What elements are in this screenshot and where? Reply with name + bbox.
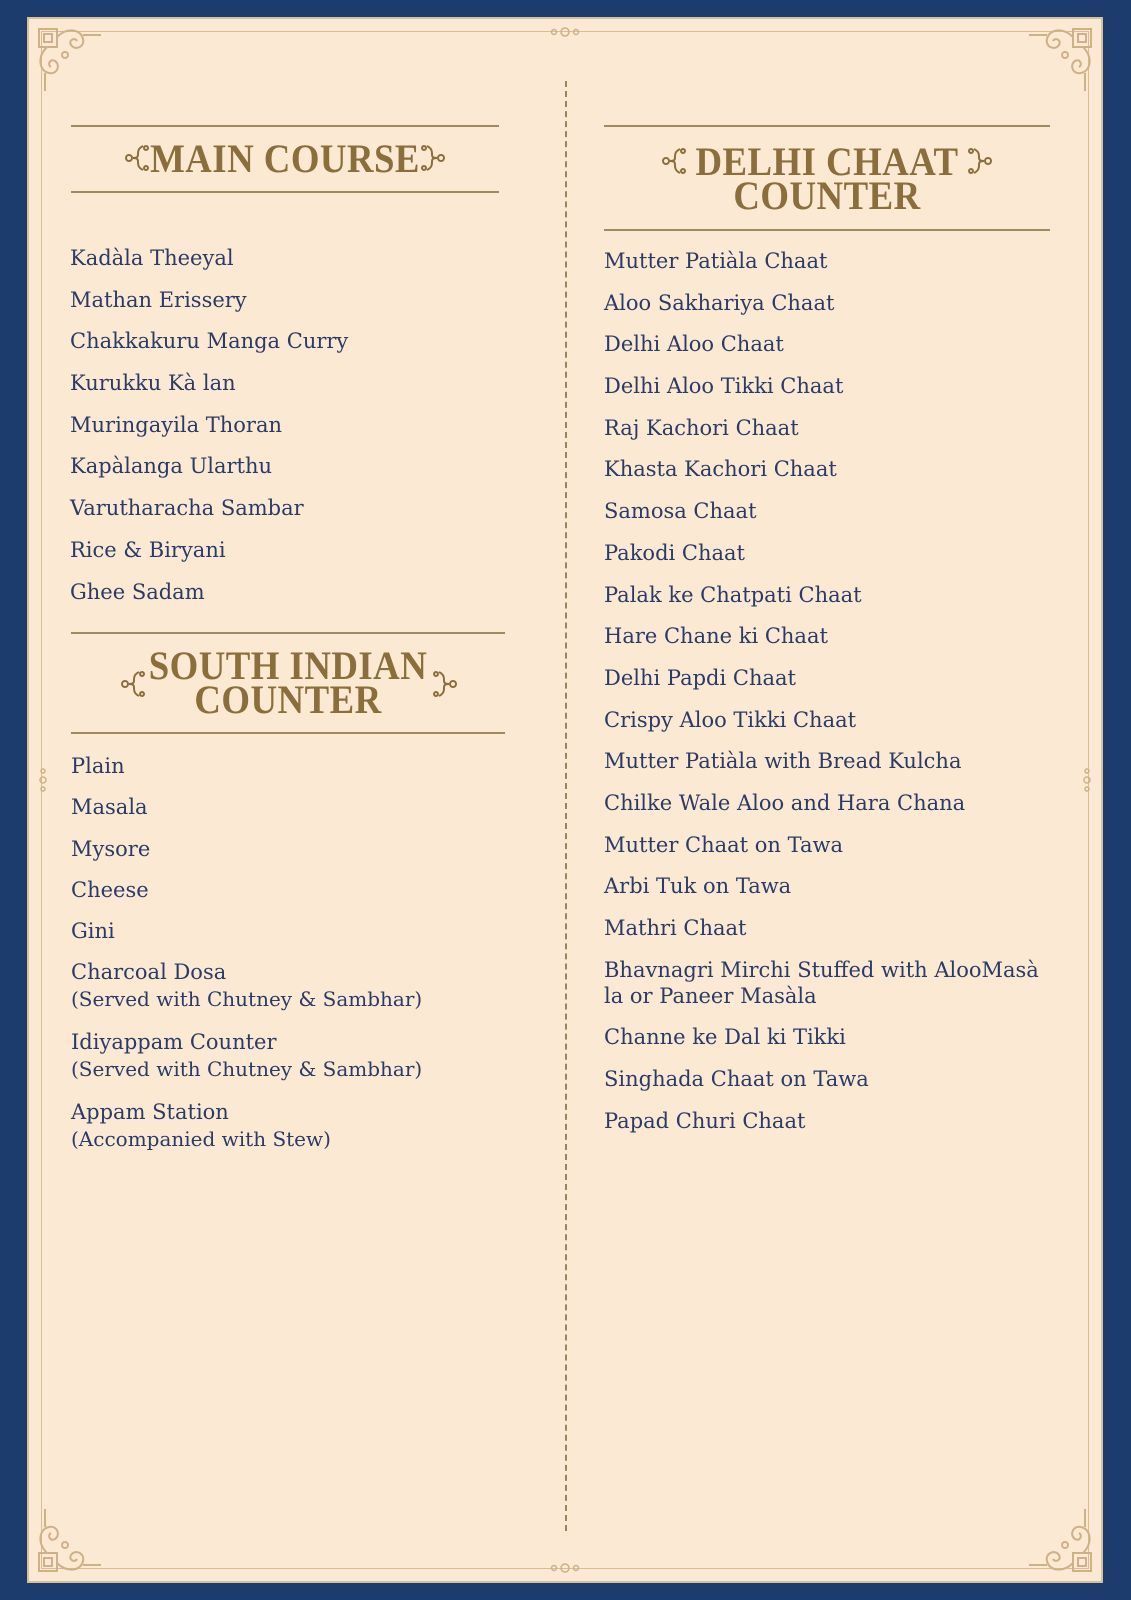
list-item: Palak ke Chatpati Chaat: [604, 582, 862, 607]
list-item: Aloo Sakhariya Chaat: [604, 290, 835, 315]
south-indian-heading: [71, 632, 505, 734]
list-item: Raj Kachori Chaat: [604, 415, 799, 440]
south-indian-title-line2: COUNTER: [194, 677, 382, 722]
heading-rule-top: [71, 632, 505, 634]
delhi-chaat-title-line1: DELHI CHAAT: [695, 139, 959, 184]
list-item: Mysore: [71, 836, 151, 861]
delhi-chaat-heading: [604, 125, 1050, 231]
delhi-chaat-list: [604, 248, 1039, 1134]
south-indian-title-line1: SOUTH INDIAN: [148, 643, 428, 688]
list-item: Plain: [71, 754, 125, 778]
main-course-list: [70, 245, 348, 605]
list-item: [71, 959, 422, 1014]
list-item: Khasta Kachori Chaat: [604, 457, 837, 482]
item-name: Charcoal Dosa: [71, 960, 227, 985]
item-name: Idiyappam Counter: [71, 1030, 277, 1055]
list-item: Singhada Chaat on Tawa: [604, 1067, 869, 1092]
edge-ornament-bottom-icon: [542, 1561, 588, 1575]
filigree-corner-icon: [1025, 25, 1095, 95]
heading-rule-bottom: [71, 732, 505, 734]
item-line2: la or Paneer Masàla: [604, 983, 817, 1008]
list-item: Delhi Aloo Tikki Chaat: [604, 374, 844, 399]
filigree-corner-icon: [35, 25, 105, 95]
item-note: (Served with Chutney & Sambhar): [71, 1057, 423, 1082]
heading-rule-top: [71, 125, 499, 127]
heading-rule-bottom: [71, 191, 499, 193]
list-item: Papad Churi Chaat: [604, 1108, 806, 1133]
edge-ornament-left-icon: [36, 765, 50, 795]
list-item: Crispy Aloo Tikki Chaat: [604, 707, 857, 732]
list-item: Mathri Chaat: [604, 916, 747, 940]
heading-rule-bottom: [604, 229, 1050, 231]
heading-rule-top: [604, 125, 1050, 127]
item-name: Appam Station: [71, 1100, 229, 1125]
filigree-corner-icon: [1025, 1505, 1095, 1575]
list-item: Mutter Patiàla Chaat: [604, 249, 828, 273]
edge-ornament-right-icon: [1080, 765, 1094, 795]
list-item: Mutter Patiàla with Bread Kulcha: [604, 749, 962, 774]
edge-ornament-top-icon: [542, 25, 588, 39]
scroll-flourish-icon: [431, 669, 461, 699]
list-item: Gini: [71, 919, 115, 944]
list-item: Varutharacha Sambar: [70, 496, 304, 521]
scroll-flourish-icon: [419, 143, 449, 173]
scroll-flourish-icon: [966, 146, 996, 176]
item-line1: Bhavnagri Mirchi Stuffed with AlooMasà: [604, 957, 1039, 982]
filigree-corner-icon: [35, 1505, 105, 1575]
column-divider: [565, 81, 567, 1531]
list-item: Pakodi Chaat: [604, 540, 745, 565]
list-item: [71, 1099, 422, 1154]
list-item: Muringayila Thoran: [70, 412, 283, 437]
list-item: Cheese: [71, 877, 149, 902]
list-item: Hare Chane ki Chaat: [604, 624, 828, 649]
delhi-chaat-title-line2: COUNTER: [733, 173, 921, 218]
list-item: [71, 1029, 422, 1084]
list-item: [604, 957, 1039, 1009]
south-indian-list: [71, 753, 422, 1154]
list-item: Chilke Wale Aloo and Hara Chana: [604, 790, 966, 815]
list-item: Delhi Papdi Chaat: [604, 665, 796, 690]
list-item: Mutter Chaat on Tawa: [604, 832, 844, 857]
item-note: (Served with Chutney & Sambhar): [71, 987, 423, 1012]
list-item: Kurukku Kà lan: [70, 371, 236, 396]
list-item: Arbi Tuk on Tawa: [604, 874, 792, 899]
main-course-heading: [71, 125, 499, 193]
list-item: Ghee Sadam: [70, 579, 205, 604]
list-item: Samosa Chaat: [604, 499, 757, 524]
list-item: Kadàla Theeyal: [70, 246, 234, 270]
list-item: Channe ke Dal ki Tikki: [604, 1025, 846, 1050]
menu-page: [27, 17, 1103, 1583]
list-item: Masala: [71, 795, 148, 820]
list-item: Delhi Aloo Chaat: [604, 332, 784, 357]
list-item: Mathan Erissery: [70, 287, 247, 312]
list-item: Kapàlanga Ularthu: [70, 454, 273, 479]
list-item: Rice & Biryani: [70, 537, 226, 562]
list-item: Chakkakuru Manga Curry: [70, 329, 349, 354]
main-course-title: MAIN COURSE: [150, 136, 420, 181]
item-note: (Accompanied with Stew): [71, 1127, 331, 1152]
